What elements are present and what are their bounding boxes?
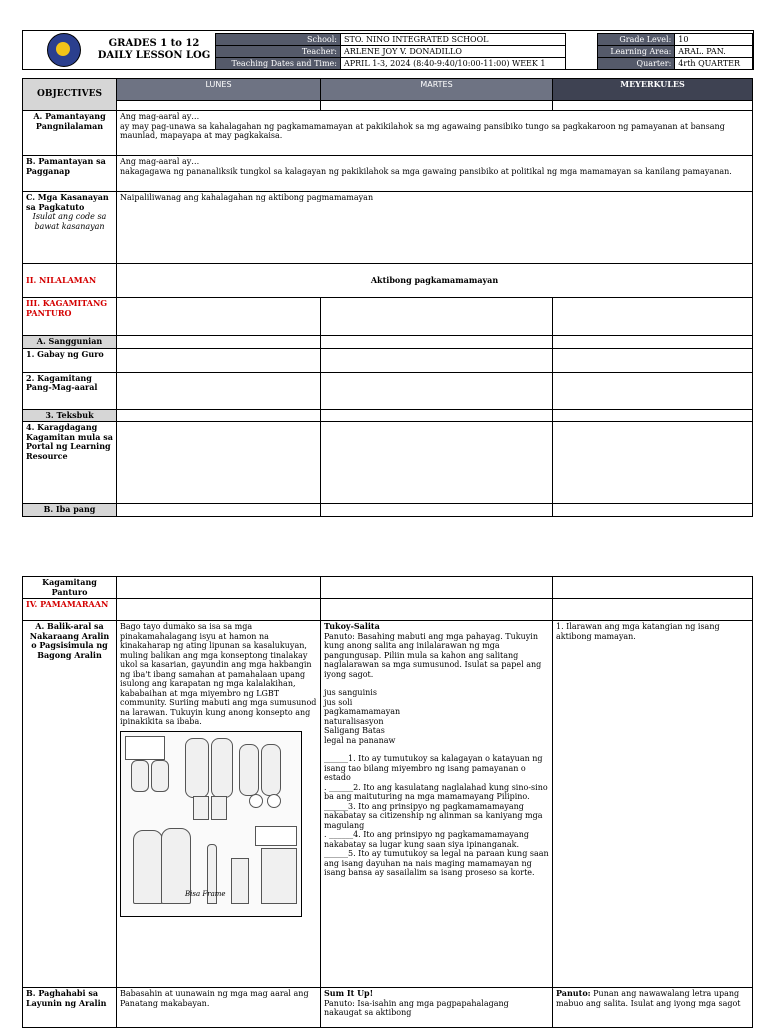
objectives-heading: OBJECTIVES	[23, 79, 117, 111]
day-lunes: LUNES	[117, 79, 321, 101]
label-kagamitang-panturo-2: Kagamitang Panturo	[23, 577, 117, 599]
label-pamantayang-pangnilalaman: A. Pamantayang Pangnilalaman	[23, 111, 117, 156]
content-kasanayan: Naipaliliwanag ang kahalagahan ng aktibong pagmamamayan	[117, 192, 753, 264]
balik-aral-martes: Tukoy-Salita Panuto: Basahing mabuti ang mga pahayag. Tukuyin kung anong salita ang inilalarawan ng mga pangungusap. Piliin mula sa kahon ang salitang naglalarawan sa mga sumusunod. Isulat sa papel ang iyong sagot. jus sanguinis jus soli pagkamamamayan naturalisasyon Saligang Batas legal na pananaw ______1. Ito ay tumutukoy sa kalagayan o katayuan ng isang tao bilang miyembro ng isang pamayanan o estado . ______2. Ito ang kasulatang naglalahad kung sino-sino ba ang maituturing na mga mamamayang Pilipino. ______3. Ito ang prinsipyo ng pagkamamamayang nakabatay sa citizenship ng alinman sa kaniyang mga magulang . ______4. Ito ang prinsipyo ng pagkamamamayang nakabatay sa lugar kung saan siya ipinanganak. ______5. Ito ay tumutukoy sa legal na paraan kung saan ang isang dayuhan na nais maging mamamayan ng isang bansa ay sasailalim sa isang proseso sa korte.	[321, 621, 553, 988]
gender-concepts-image	[120, 731, 302, 917]
balik-aral-lunes: Bago tayo dumako sa isa sa mga pinakamahalagang isyu at hamon na kinakaharap ng ating lipunan sa kasalukuyan, muling balikan ang mga konseptong tinalakay ukol sa kasarian, gayundin ang mga hakbangin ng iba't ibang samahan at pamahalaan upang isulong ang karapatan ng mga kalalakihan, kababaihan at mga miyembro ng LGBT community. Suriing mabuti ang mga sumusunod na larawan. Tukuyin kung anong konsepto ang ipinakikita sa ibaba. Bisa Frame	[117, 621, 321, 988]
header	[22, 30, 754, 70]
paghahabi-martes: Sum It Up! Panuto: Isa-isahin ang mga pagpapahalagang nakaugat sa aktibong	[321, 988, 553, 1028]
balik-aral-meyerkules: 1. Ilarawan ang mga katangian ng isang aktibong mamayan.	[553, 621, 753, 988]
deped-seal-icon	[47, 33, 81, 67]
label-nilalaman: II. NILALAMAN	[23, 264, 117, 298]
label-pamamaraan: IV. PAMAMARAAN	[23, 599, 117, 621]
label-paghahabi: B. Paghahabi sa Layunin ng Aralin	[23, 988, 117, 1028]
content-nilalaman: Aktibong pagkamamamayan	[117, 264, 753, 298]
label-karagdagang-kagamitan: 4. Karagdagang Kagamitan mula sa Portal ng Learning Resource	[23, 422, 117, 504]
word-bank: jus sanguinis jus soli pagkamamamayan naturalisasyon Saligang Batas legal na pananaw	[324, 688, 401, 745]
form-title: GRADES 1 to 12 DAILY LESSON LOG	[97, 38, 211, 61]
day-martes: MARTES	[321, 79, 553, 101]
paghahabi-lunes: Babasahin at uunawain ng mga mag aaral ang Panatang makabayan.	[117, 988, 321, 1028]
question-list: ______1. Ito ay tumutukoy sa kalagayan o katayuan ng isang tao bilang miyembro ng isang pamayanan o estado . ______2. Ito ang kasulatang naglalahad kung sino-sino ba ang maituturing na mga mamamayang Pilipino. ______3. Ito ang prinsipyo ng pagkamamamayang nakabatay sa citizenship ng alinman sa kaniyang mga magulang . ______4. Ito ang prinsipyo ng pagkamamamayang nakabatay sa lugar kung saan siya ipinanganak. ______5. Ito ay tumutukoy sa legal na paraan kung saan ang isang dayuhan na nais maging mamamayan ng isang bansa ay sasailalim sa isang proseso sa korte.	[324, 754, 549, 877]
content-pangnilalaman: Ang mag-aaral ay… ay may pag-unawa sa kahalagahan ng pagkamamamayan at pakikilahok sa mg agawaing pansibiko tungo sa pagkakaroon ng pamayanan at bansang maunlad, mapayapa at may pagkakaisa.	[117, 111, 753, 156]
header-info-left: School: STO. NINO INTEGRATED SCHOOL Teacher: ARLENE JOY V. DONADILLO Teaching Dates and Time: APRIL 1-3, 2024 (8:40-9:40/10:00-11:00) WEEK 1	[215, 33, 566, 70]
label-gabay-guro: 1. Gabay ng Guro	[23, 348, 117, 372]
label-balik-aral: A. Balik-aral sa Nakaraang Aralin o Pagsisimula ng Bagong Aralin	[23, 621, 117, 988]
lesson-table-page1	[22, 78, 753, 517]
label-kagamitang-panturo: III. KAGAMITANG PANTURO	[23, 298, 117, 336]
paghahabi-meyerkules: Panuto: Punan ang nawawalang letra upang mabuo ang salita. Isulat ang iyong mga sagot	[553, 988, 753, 1028]
label-sanggunian: A. Sanggunian	[23, 336, 117, 349]
header-info-right: Grade Level: 10 Learning Area: ARAL. PAN. Quarter: 4rth QUARTER	[597, 33, 753, 70]
image-caption: Bisa Frame	[185, 889, 226, 898]
lesson-table-page2	[22, 576, 753, 1028]
label-pamantayan-pagganap: B. Pamantayan sa Pagganap	[23, 156, 117, 192]
day-meyerkules: MEYERKULES	[553, 79, 753, 101]
label-kagamitang-mag-aaral: 2. Kagamitang Pang-Mag-aaral	[23, 372, 117, 409]
label-iba-pang: B. Iba pang	[23, 504, 117, 517]
content-pagganap: Ang mag-aaral ay… nakagagawa ng pananaliksik tungkol sa kalagayan ng pakikilahok sa mga gawaing pansibiko at politikal ng mga mamamayan sa kanilang pamayanan.	[117, 156, 753, 192]
label-kasanayan: C. Mga Kasanayan sa Pagkatuto Isulat ang code sa bawat kasanayan	[23, 192, 117, 264]
label-teksbuk: 3. Teksbuk	[23, 409, 117, 422]
